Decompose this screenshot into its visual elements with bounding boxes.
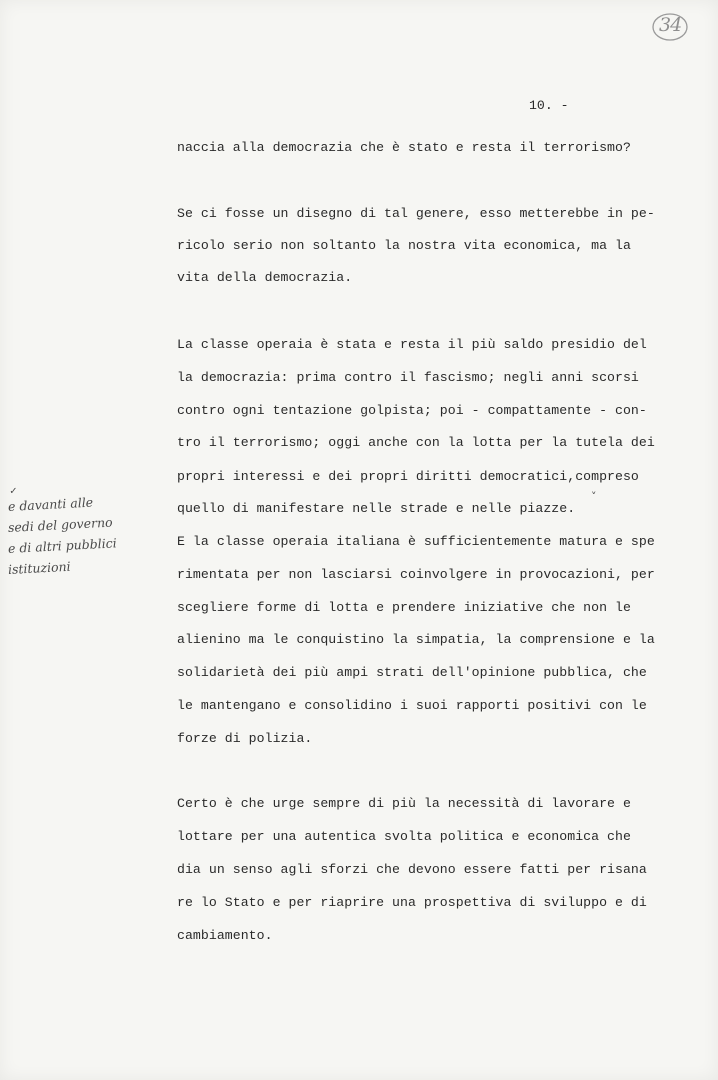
text-line: rimentata per non lasciarsi coinvolgere in provocazioni, per — [177, 567, 655, 582]
text-line: solidarietà dei più ampi strati dell'opinione pubblica, che — [177, 665, 647, 680]
text-line: alienino ma le conquistino la simpatia, la comprensione e la — [177, 632, 655, 647]
handwritten-margin-note-line: sedi del governo — [7, 514, 113, 535]
handwritten-margin-note-line: e di altri pubblici — [7, 535, 118, 556]
handwritten-tick-mark: ✓ — [10, 486, 17, 498]
text-line: Se ci fosse un disegno di tal genere, esso metterebbe in pe- — [177, 206, 655, 221]
text-line: La classe operaia è stata e resta il più saldo presidio del — [177, 337, 647, 352]
text-line: re lo Stato e per riaprire una prospettiva di sviluppo e di — [177, 895, 647, 910]
text-line: scegliere forme di lotta e prendere iniziative che non le — [177, 600, 631, 615]
text-line: dia un senso agli sforzi che devono essere fatti per risana — [177, 862, 647, 877]
text-line: le mantengano e consolidino i suoi rapporti positivi con le — [177, 698, 647, 713]
text-line: Certo è che urge sempre di più la necessità di lavorare e — [177, 796, 631, 811]
text-line: contro ogni tentazione golpista; poi - compattamente - con- — [177, 403, 647, 418]
text-line: la democrazia: prima contro il fascismo; negli anni scorsi — [177, 370, 639, 385]
text-line: ricolo serio non soltanto la nostra vita economica, ma la — [177, 238, 631, 253]
text-line: E la classe operaia italiana è sufficientemente matura e spe — [177, 534, 655, 549]
text-line: forze di polizia. — [177, 731, 313, 746]
text-line: propri interessi e dei propri diritti democratici,compreso — [177, 469, 639, 484]
page-number: 10. - — [529, 98, 569, 113]
text-line: tro il terrorismo; oggi anche con la lotta per la tutela dei — [177, 435, 655, 450]
text-line: quello di manifestare nelle strade e nelle piazze. — [177, 501, 576, 516]
handwritten-margin-note-line: e davanti alle — [7, 494, 94, 514]
insertion-caret-mark: ˅ — [591, 490, 597, 503]
page-stamp-number: 34 — [659, 14, 682, 36]
handwritten-margin-note-line: istituzioni — [7, 558, 71, 577]
text-line: cambiamento. — [177, 928, 273, 943]
text-line: lottare per una autentica svolta politica e economica che — [177, 829, 631, 844]
text-line: naccia alla democrazia che è stato e resta il terrorismo? — [177, 140, 631, 155]
text-line: vita della democrazia. — [177, 270, 353, 285]
